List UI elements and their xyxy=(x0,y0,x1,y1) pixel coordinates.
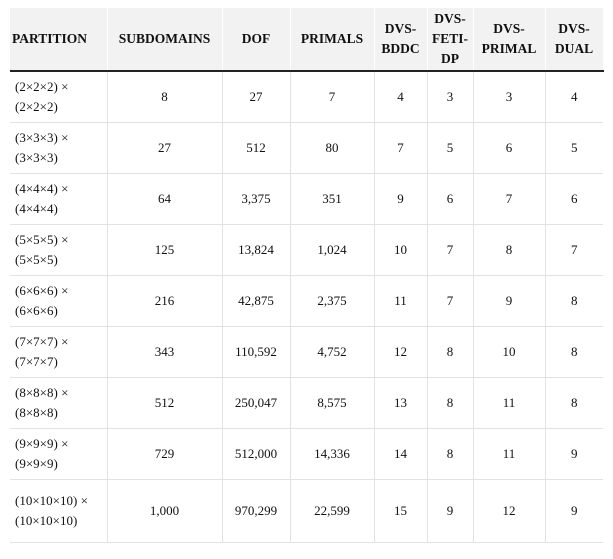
header-dvs-primal: DVS-PRIMAL xyxy=(473,8,545,71)
cell-primals: 8,575 xyxy=(290,378,374,429)
cell-dvs-bddc: 4 xyxy=(374,71,427,123)
header-primals: PRIMALS xyxy=(290,8,374,71)
cell-partition: (4×4×4) × (4×4×4) xyxy=(10,174,107,225)
cell-subdomains: 729 xyxy=(107,429,222,480)
cell-dvs-feti-dp: 8 xyxy=(427,429,473,480)
cell-dvs-feti-dp: 7 xyxy=(427,225,473,276)
cell-primals: 351 xyxy=(290,174,374,225)
cell-partition: (2×2×2) × (2×2×2) xyxy=(10,71,107,123)
results-table xyxy=(10,8,604,543)
cell-dof: 42,875 xyxy=(222,276,290,327)
cell-subdomains: 512 xyxy=(107,378,222,429)
cell-dof: 512 xyxy=(222,123,290,174)
cell-subdomains: 64 xyxy=(107,174,222,225)
cell-dvs-bddc: 7 xyxy=(374,123,427,174)
table-row xyxy=(10,429,603,480)
cell-dof: 970,299 xyxy=(222,480,290,543)
cell-primals: 4,752 xyxy=(290,327,374,378)
cell-dof: 110,592 xyxy=(222,327,290,378)
cell-subdomains: 8 xyxy=(107,71,222,123)
cell-dvs-primal: 6 xyxy=(473,123,545,174)
cell-dvs-dual: 7 xyxy=(545,225,603,276)
table-row xyxy=(10,276,603,327)
cell-dof: 512,000 xyxy=(222,429,290,480)
cell-partition: (9×9×9) × (9×9×9) xyxy=(10,429,107,480)
cell-dof: 13,824 xyxy=(222,225,290,276)
cell-dvs-feti-dp: 9 xyxy=(427,480,473,543)
cell-primals: 22,599 xyxy=(290,480,374,543)
cell-dvs-feti-dp: 8 xyxy=(427,378,473,429)
cell-dvs-bddc: 12 xyxy=(374,327,427,378)
table-row xyxy=(10,327,603,378)
cell-partition: (8×8×8) × (8×8×8) xyxy=(10,378,107,429)
cell-subdomains: 216 xyxy=(107,276,222,327)
cell-dvs-bddc: 9 xyxy=(374,174,427,225)
header-dvs-feti-dp: DVS-FETI-DP xyxy=(427,8,473,71)
cell-partition: (10×10×10) × (10×10×10) xyxy=(10,480,107,543)
cell-dvs-bddc: 11 xyxy=(374,276,427,327)
cell-dvs-bddc: 14 xyxy=(374,429,427,480)
cell-dvs-feti-dp: 8 xyxy=(427,327,473,378)
cell-subdomains: 27 xyxy=(107,123,222,174)
results-table-container xyxy=(10,8,603,543)
cell-dvs-dual: 8 xyxy=(545,378,603,429)
cell-dvs-dual: 8 xyxy=(545,327,603,378)
cell-subdomains: 125 xyxy=(107,225,222,276)
cell-dvs-bddc: 10 xyxy=(374,225,427,276)
cell-dvs-primal: 12 xyxy=(473,480,545,543)
cell-dvs-feti-dp: 6 xyxy=(427,174,473,225)
header-subdomains: SUBDOMAINS xyxy=(107,8,222,71)
header-dvs-bddc: DVS-BDDC xyxy=(374,8,427,71)
cell-dvs-primal: 3 xyxy=(473,71,545,123)
cell-dvs-feti-dp: 7 xyxy=(427,276,473,327)
cell-dvs-dual: 6 xyxy=(545,174,603,225)
cell-dvs-dual: 9 xyxy=(545,480,603,543)
cell-dvs-primal: 11 xyxy=(473,378,545,429)
cell-partition: (6×6×6) × (6×6×6) xyxy=(10,276,107,327)
header-dvs-dual: DVS-DUAL xyxy=(545,8,603,71)
cell-dvs-bddc: 13 xyxy=(374,378,427,429)
cell-dvs-feti-dp: 5 xyxy=(427,123,473,174)
table-row xyxy=(10,71,603,123)
cell-dof: 27 xyxy=(222,71,290,123)
cell-primals: 1,024 xyxy=(290,225,374,276)
cell-dvs-feti-dp: 3 xyxy=(427,71,473,123)
cell-dof: 250,047 xyxy=(222,378,290,429)
cell-dvs-primal: 11 xyxy=(473,429,545,480)
cell-dof: 3,375 xyxy=(222,174,290,225)
table-row xyxy=(10,174,603,225)
cell-partition: (5×5×5) × (5×5×5) xyxy=(10,225,107,276)
header-dof: DOF xyxy=(222,8,290,71)
cell-dvs-bddc: 15 xyxy=(374,480,427,543)
cell-dvs-dual: 8 xyxy=(545,276,603,327)
cell-dvs-primal: 8 xyxy=(473,225,545,276)
cell-dvs-dual: 4 xyxy=(545,71,603,123)
header-partition: PARTITION xyxy=(10,8,107,71)
cell-dvs-primal: 10 xyxy=(473,327,545,378)
table-row xyxy=(10,480,603,543)
table-row xyxy=(10,123,603,174)
cell-primals: 80 xyxy=(290,123,374,174)
cell-primals: 7 xyxy=(290,71,374,123)
cell-primals: 14,336 xyxy=(290,429,374,480)
cell-dvs-primal: 7 xyxy=(473,174,545,225)
cell-dvs-dual: 9 xyxy=(545,429,603,480)
cell-primals: 2,375 xyxy=(290,276,374,327)
header-row xyxy=(10,8,603,71)
cell-partition: (7×7×7) × (7×7×7) xyxy=(10,327,107,378)
cell-dvs-primal: 9 xyxy=(473,276,545,327)
table-row xyxy=(10,225,603,276)
cell-subdomains: 343 xyxy=(107,327,222,378)
cell-partition: (3×3×3) × (3×3×3) xyxy=(10,123,107,174)
cell-subdomains: 1,000 xyxy=(107,480,222,543)
table-row xyxy=(10,378,603,429)
cell-dvs-dual: 5 xyxy=(545,123,603,174)
